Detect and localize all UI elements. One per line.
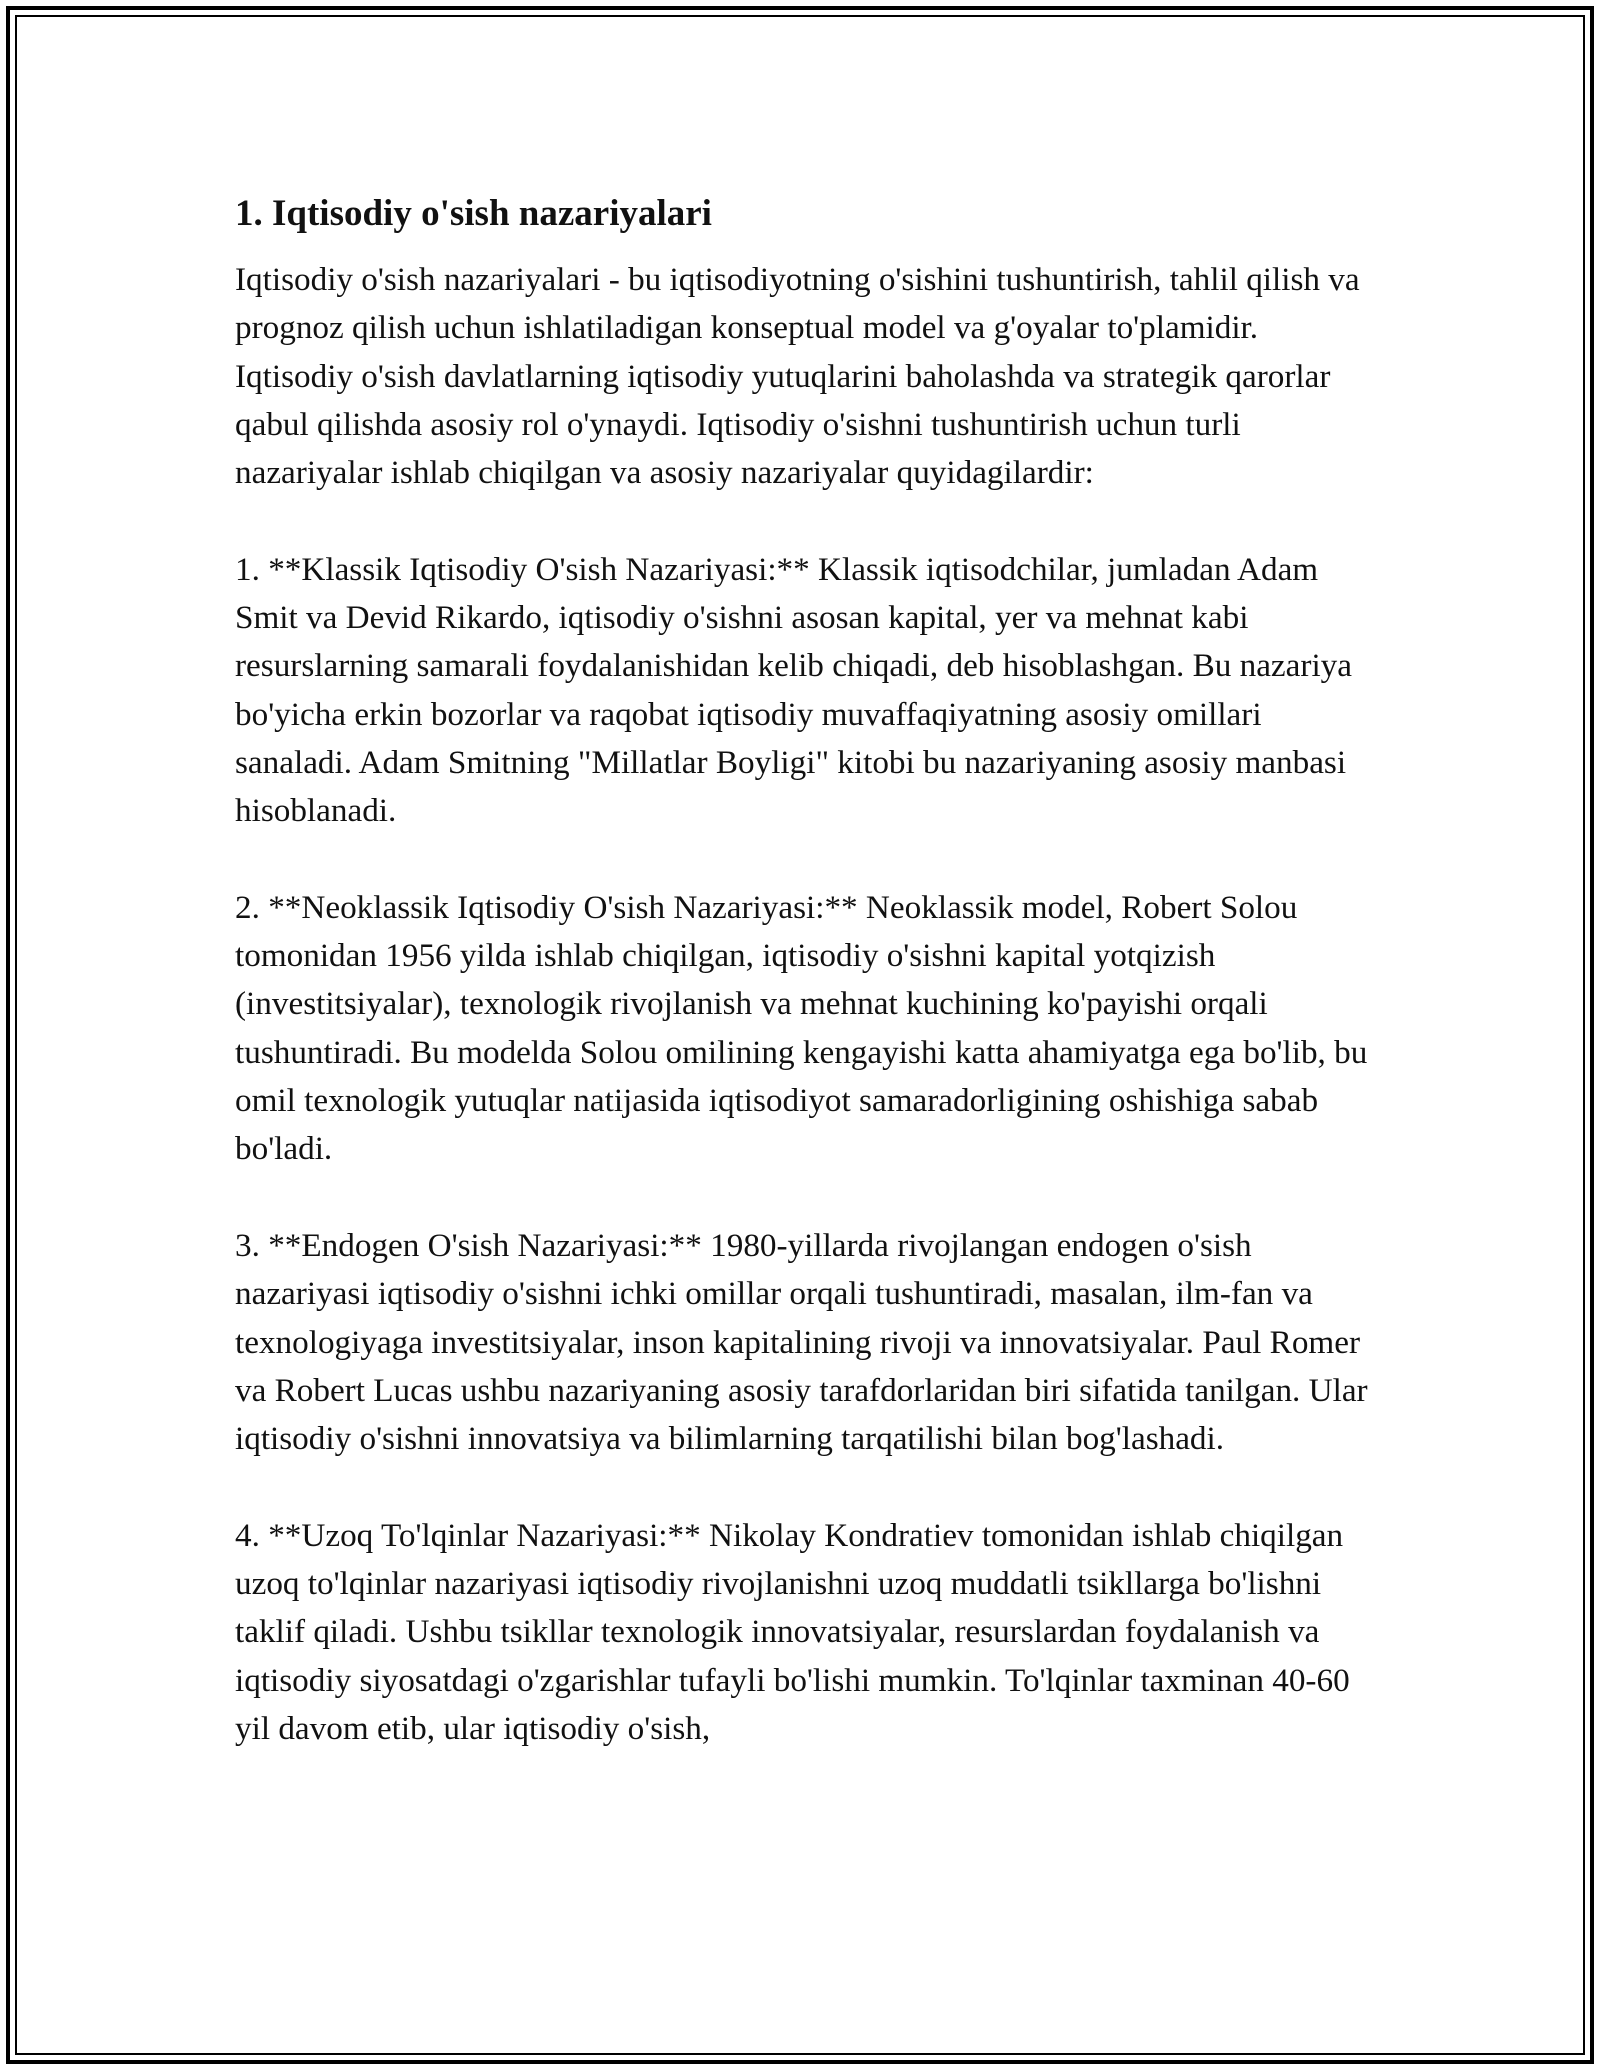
document-body (235, 186, 1375, 1802)
section-heading: 1. Iqtisodiy o'sish nazariyalari (235, 193, 712, 234)
endogenous-theory-paragraph: 3. **Endogen O'sish Nazariyasi:** 1980-yillarda rivojlangan endogen o'sish nazariyasi iqtisodiy o'sishni ichki omillar orqali tushuntiradi, masalan, ilm-fan va texnologiyaga investitsiyalar, inson kapitalining rivoji va innovatsiyalar. Paul Romer va Robert Lucas ushbu nazariyaning asosiy tarafdorlaridan biri sifatida tanilgan. Ular iqtisodiy o'sishni innovatsiya va bilimlarning tarqatilishi bilan bog'lashadi. (235, 1226, 1368, 1458)
neoclassical-theory-paragraph: 2. **Neoklassik Iqtisodiy O'sish Nazariyasi:** Neoklassik model, Robert Solou tomonidan 1956 yilda ishlab chiqilgan, iqtisodiy o'sishni kapital yotqizish (investitsiyalar), texnologik rivojlanish va mehnat kuchining ko'payishi orqali tushuntiradi. Bu modelda Solou omilining kengayishi katta ahamiyatga ega bo'lib, bu omil texnologik yutuqlar natijasida iqtisodiyot samaradorligining oshishiga sabab bo'ladi. (235, 888, 1368, 1168)
classical-theory-paragraph: 1. **Klassik Iqtisodiy O'sish Nazariyasi:** Klassik iqtisodchilar, jumladan Adam Smit va Devid Rikardo, iqtisodiy o'sishni asosan kapital, yer va mehnat kabi resurslarning samarali foydalanishidan kelib chiqadi, deb hisoblashgan. Bu nazariya bo'yicha erkin bozorlar va raqobat iqtisodiy muvaffaqiyatning asosiy omillari sanaladi. Adam Smitning "Millatlar Boyligi" kitobi bu nazariyaning asosiy manbasi hisoblanadi. (235, 550, 1352, 830)
intro-paragraph: Iqtisodiy o'sish nazariyalari - bu iqtisodiyotning o'sishini tushuntirish, tahlil qilish va prognoz qilish uchun ishlatiladigan konseptual model va g'oyalar to'plamidir. Iqtisodiy o'sish davlatlarning iqtisodiy yutuqlarini baholashda va strategik qarorlar qabul qilishda asosiy rol o'ynaydi. Iqtisodiy o'sishni tushuntirish uchun turli nazariyalar ishlab chiqilgan va asosiy nazariyalar quyidagilardir: (235, 261, 1360, 492)
long-waves-theory-paragraph: 4. **Uzoq To'lqinlar Nazariyasi:** Nikolay Kondratiev tomonidan ishlab chiqilgan uzoq to'lqinlar nazariyasi iqtisodiy rivojlanishni uzoq muddatli tsikllarga bo'lishni taklif qiladi. Ushbu tsikllar texnologik innovatsiyalar, resurslardan foydalanish va iqtisodiy siyosatdagi o'zgarishlar tufayli bo'lishi mumkin. To'lqinlar taxminan 40-60 yil davom etib, ular iqtisodiy o'sish, (235, 1516, 1350, 1747)
